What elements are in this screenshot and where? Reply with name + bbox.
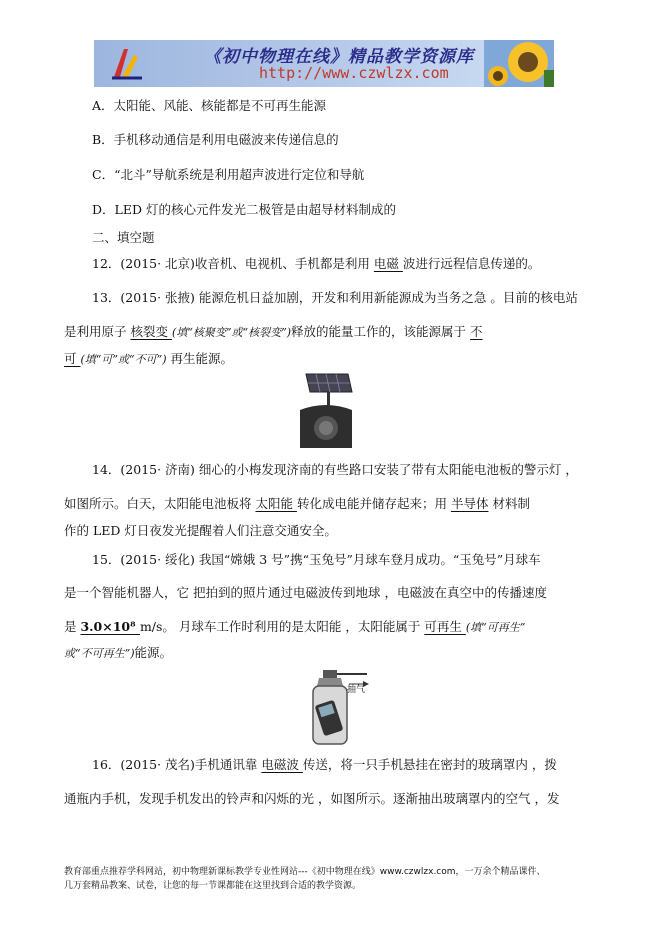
- question-15-line4: [64, 645, 172, 662]
- question-16-line1: [92, 757, 557, 773]
- logo-icon: [110, 45, 144, 81]
- q13-hint-1: (填“核聚变”或“核裂变”): [171, 326, 292, 339]
- site-url[interactable]: http://www.czwlzx.com: [259, 64, 449, 82]
- option-a: A．太阳能、风能、核能都是不可再生能源: [92, 98, 327, 113]
- section-title: 二、填空题: [92, 230, 155, 245]
- q13-hint-2: (填“可”或“不可”): [80, 353, 167, 366]
- q14-answer-1: 太阳能: [255, 496, 297, 511]
- q16-text-2: 传送，将一只手机悬挂在密封的玻璃罩内 ，拨: [302, 757, 557, 772]
- q12-text-end: 波进行远程信息传递的。: [402, 256, 541, 271]
- site-title: 《初中物理在线》精品教学资源库: [204, 47, 474, 67]
- q14-text-3: 材料制: [488, 496, 530, 511]
- warning-light-figure: [296, 370, 356, 450]
- q15-text-2: m/s。 月球车工作时利用的是太阳能 ，太阳能属于: [139, 619, 425, 634]
- q14-text-2: 转化成电能并储存起来；用: [296, 496, 451, 511]
- question-15-line2: 是一个智能机器人，它 把拍到的照片通过电磁波传到地球 ，电磁波在真空中的传播速度: [64, 585, 547, 600]
- pump-label: 抽气: [347, 685, 366, 695]
- question-15-line3: [64, 619, 525, 636]
- header-banner: [94, 40, 554, 87]
- q12-text: 12．(2015· 北京)收音机、电视机、手机都是利用: [92, 256, 374, 271]
- q13-text-3: 再生能源。: [166, 351, 234, 366]
- q15-text-3: 能源。: [134, 645, 173, 660]
- question-13-line1: 13．(2015· 张掖) 能源危机日益加剧，开发和利用新能源成为当务之急 。目前的核电站: [92, 290, 578, 305]
- option-c: C．“北斗”导航系统是利用超声波进行定位和导航: [92, 167, 365, 182]
- question-15-line1: 15．(2015· 绥化) 我国“嫦娥 3 号”携“玉兔号”月球车登月成功。“玉兔号”月球车: [92, 552, 541, 567]
- q14-text: 如图所示。白天，太阳能电池板将: [64, 496, 256, 511]
- bell-jar-figure: [305, 668, 373, 748]
- question-14-line2: [64, 496, 530, 512]
- option-b: B．手机移动通信是利用电磁波来传递信息的: [92, 132, 339, 147]
- question-13-line3: [64, 351, 233, 368]
- bell-jar-icon: [305, 668, 373, 748]
- footer-line-2: 几万套精品教案、试卷，让您的每一节课都能在这里找到合适的教学资源。: [64, 881, 362, 891]
- q16-answer: 电磁波: [261, 757, 303, 772]
- q12-answer: 电磁: [373, 256, 403, 271]
- q15-answer-1: 3.0×10⁸: [80, 619, 140, 634]
- q15-hint-1: (填“可再生”: [465, 621, 526, 634]
- q13-answer-2b: 可: [64, 351, 81, 366]
- q13-text: 是利用原子: [64, 324, 131, 339]
- question-14-line3: 作的 LED 灯日夜发光提醒着人们注意交通安全。: [64, 523, 337, 538]
- q13-answer-2a: 不: [470, 324, 483, 339]
- question-13-line2: [64, 324, 483, 341]
- footer-line-1: 教育部重点推荐学科网站，初中物理新课标教学专业性网站---《初中物理在线》www.czwlzx.com，一万余个精品课件、: [64, 867, 546, 877]
- q15-answer-2: 可再生: [424, 619, 466, 634]
- q15-hint-2: 或“不可再生”): [64, 647, 135, 660]
- q13-text-2: 释放的能量工作的，该能源属于: [291, 324, 471, 339]
- question-14-line1: 14．(2015· 济南) 细心的小梅发现济南的有些路口安装了带有太阳能电池板的警示灯 ，: [92, 462, 578, 477]
- option-d: D．LED 灯的核心元件发光二极管是由超导材料制成的: [92, 202, 396, 217]
- q16-text: 16．(2015· 茂名)手机通讯靠: [92, 757, 262, 772]
- question-16-line2: 通瓶内手机，发现手机发出的铃声和闪烁的光 ，如图所示。逐渐抽出玻璃罩内的空气 ，发: [64, 791, 560, 806]
- q15-text: 是: [64, 619, 81, 634]
- question-12: [92, 256, 540, 272]
- sunflower-image: [484, 40, 554, 87]
- q14-answer-2: 半导体: [450, 496, 489, 511]
- q13-answer-1: 核裂变: [130, 324, 172, 339]
